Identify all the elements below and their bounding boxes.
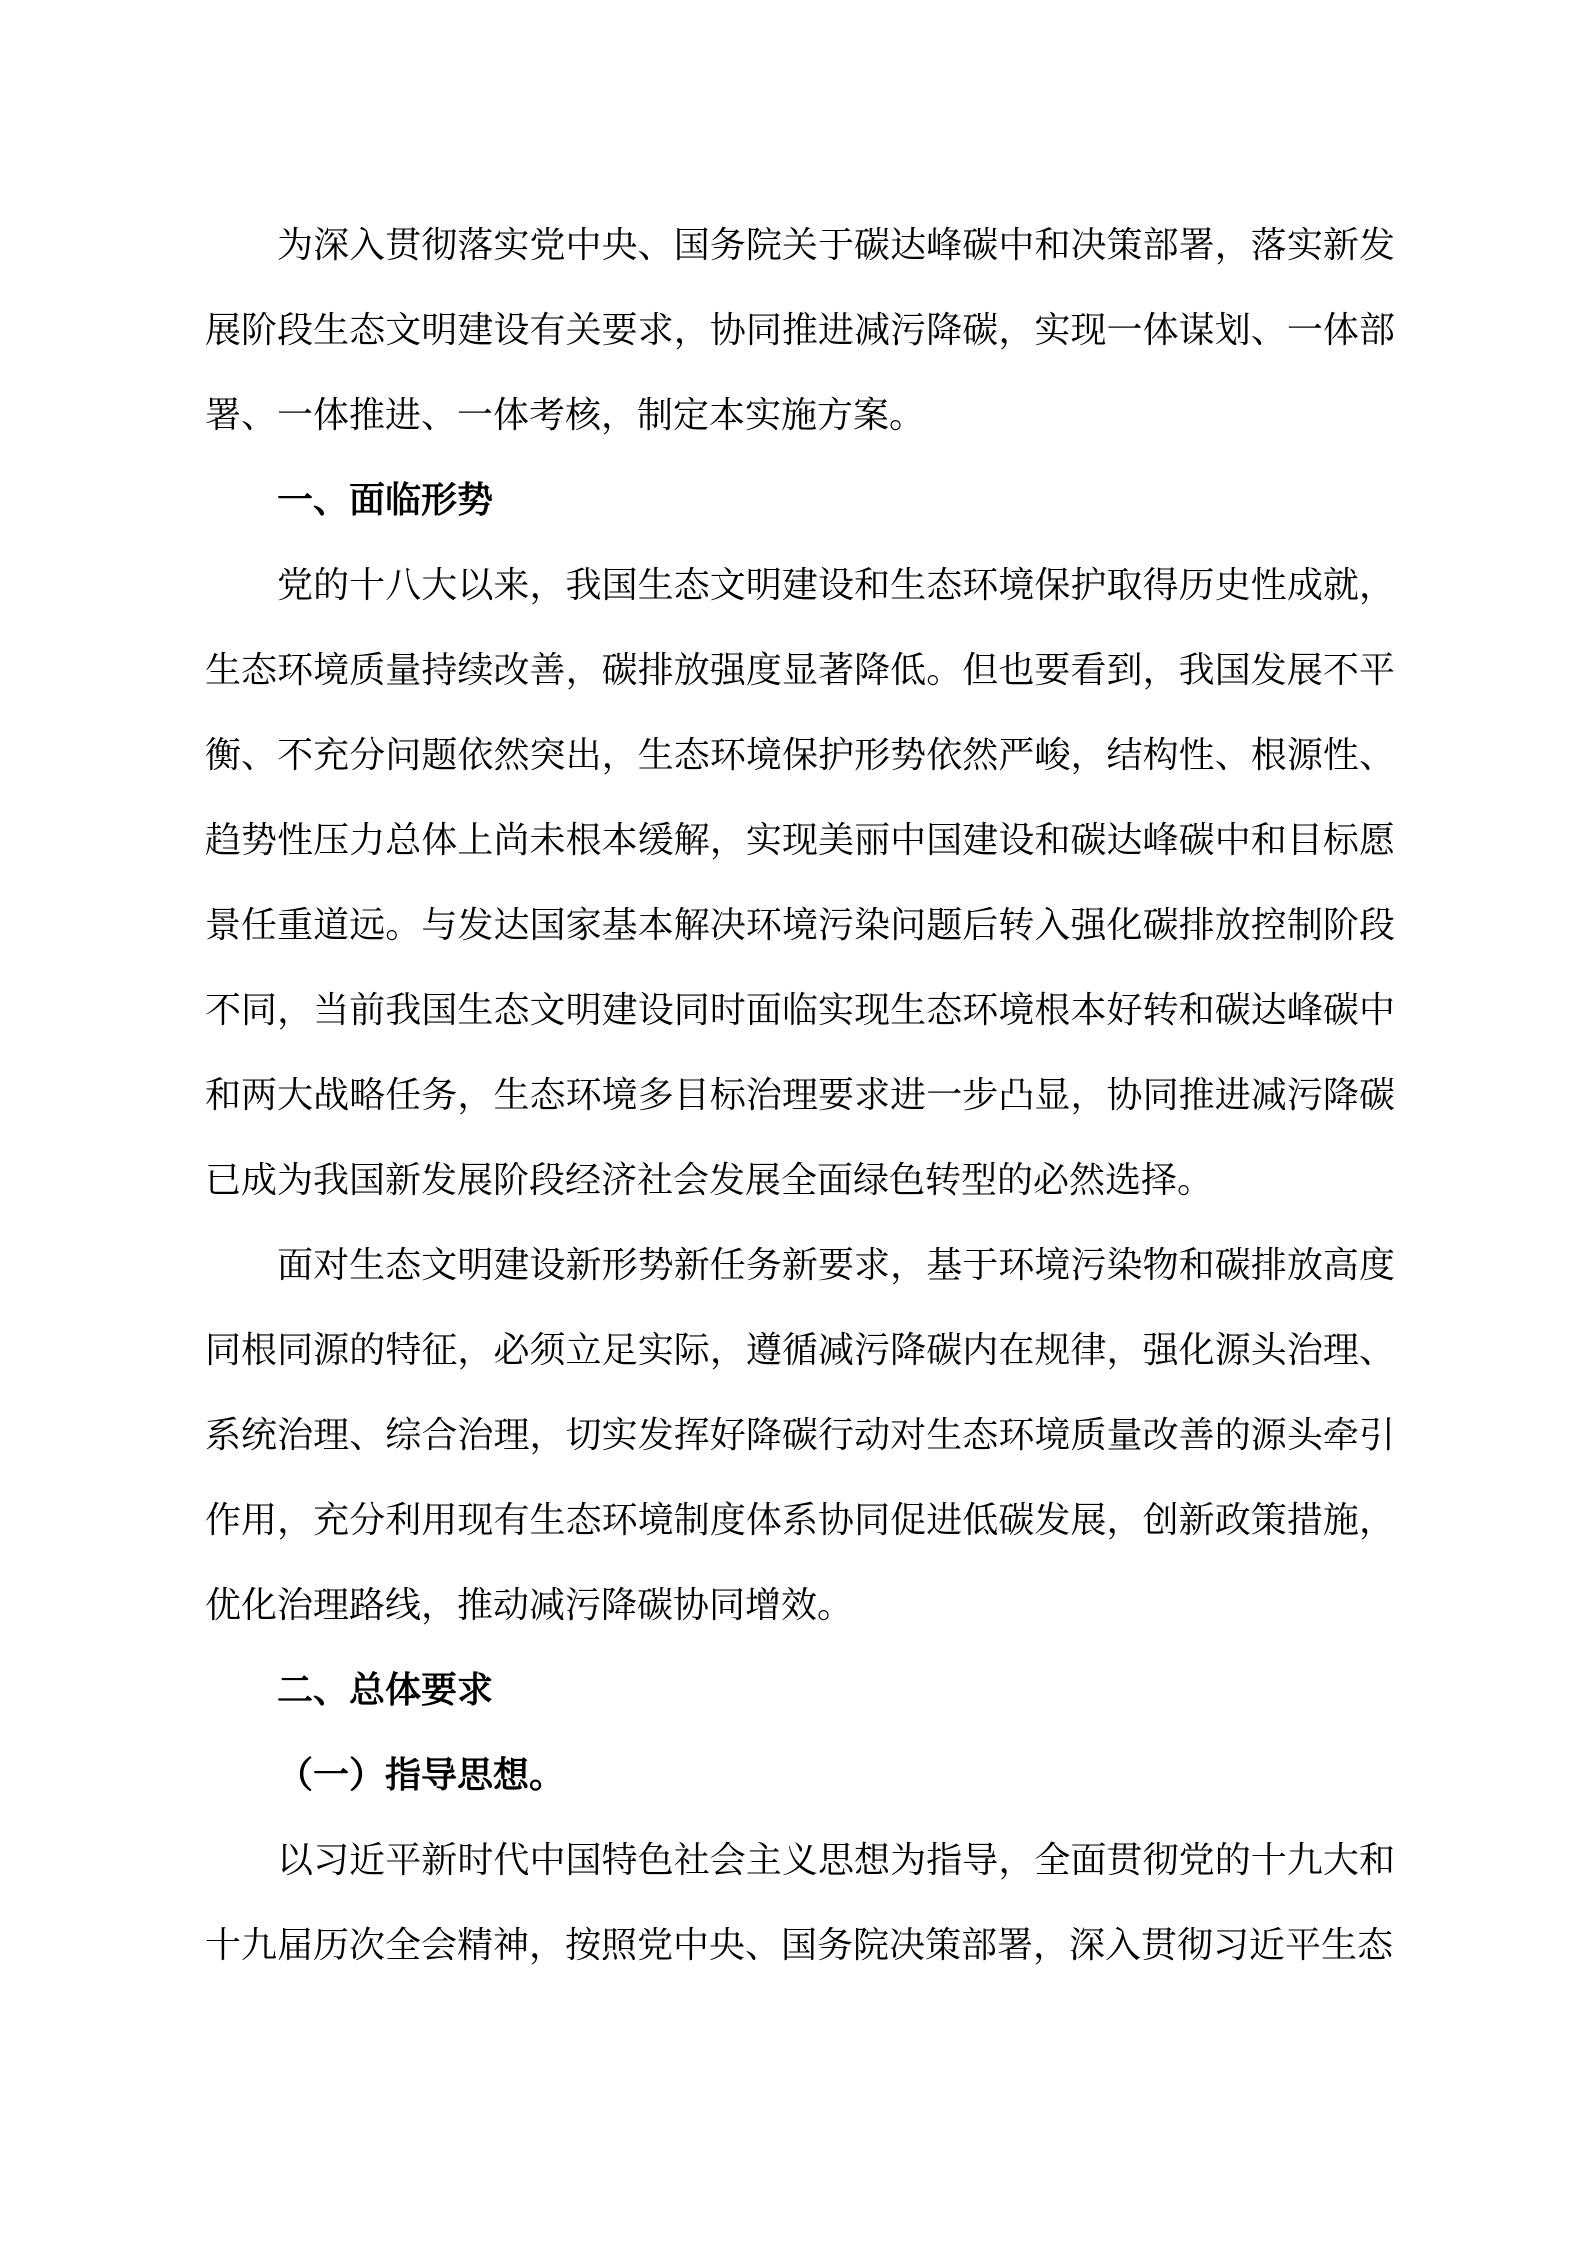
paragraph-guiding-ideology: 以习近平新时代中国特色社会主义思想为指导，全面贯彻党的十九大和十九届历次全会精神，按照党中央、国务院决策部署，深入贯彻习近平生态 — [205, 1840, 1395, 1966]
heading-section-1-facing-situation: 一、面临形势 — [277, 480, 494, 521]
paragraph-situation-requirements: 面对生态文明建设新形势新任务新要求，基于环境污染物和碳排放高度同根同源的特征，必须立足实际，遵循减污降碳内在规律，强化源头治理、系统治理、综合治理，切实发挥好降碳行动对生态环境质量改善的源头牵引作用，充分利用现有生态环境制度体系协同促进低碳发展，创新政策措施，优化治理路线，推动减污降碳协同增效。 — [205, 1245, 1395, 1626]
heading-section-2-overall-requirements: 二、总体要求 — [277, 1670, 494, 1711]
paragraph-situation-achievements: 党的十八大以来，我国生态文明建设和生态环境保护取得历史性成就，生态环境质量持续改善，碳排放强度显著降低。但也要看到，我国发展不平衡、不充分问题依然突出，生态环境保护形势依然严峻，结构性、根源性、趋势性压力总体上尚未根本缓解，实现美丽中国建设和碳达峰碳中和目标愿景任重道远。与发达国家基本解决环境污染问题后转入强化碳排放控制阶段不同，当前我国生态文明建设同时面临实现生态环境根本好转和碳达峰碳中和两大战略任务，生态环境多目标治理要求进一步凸显，协同推进减污降碳已成为我国新发展阶段经济社会发展全面绿色转型的必然选择。 — [205, 565, 1395, 1201]
heading-subsection-guiding-ideology: （一）指导思想。 — [277, 1755, 566, 1796]
document-body — [205, 203, 1395, 1988]
paragraph-preamble: 为深入贯彻落实党中央、国务院关于碳达峰碳中和决策部署，落实新发展阶段生态文明建设有关要求，协同推进减污降碳，实现一体谋划、一体部署、一体推进、一体考核，制定本实施方案。 — [205, 225, 1395, 436]
